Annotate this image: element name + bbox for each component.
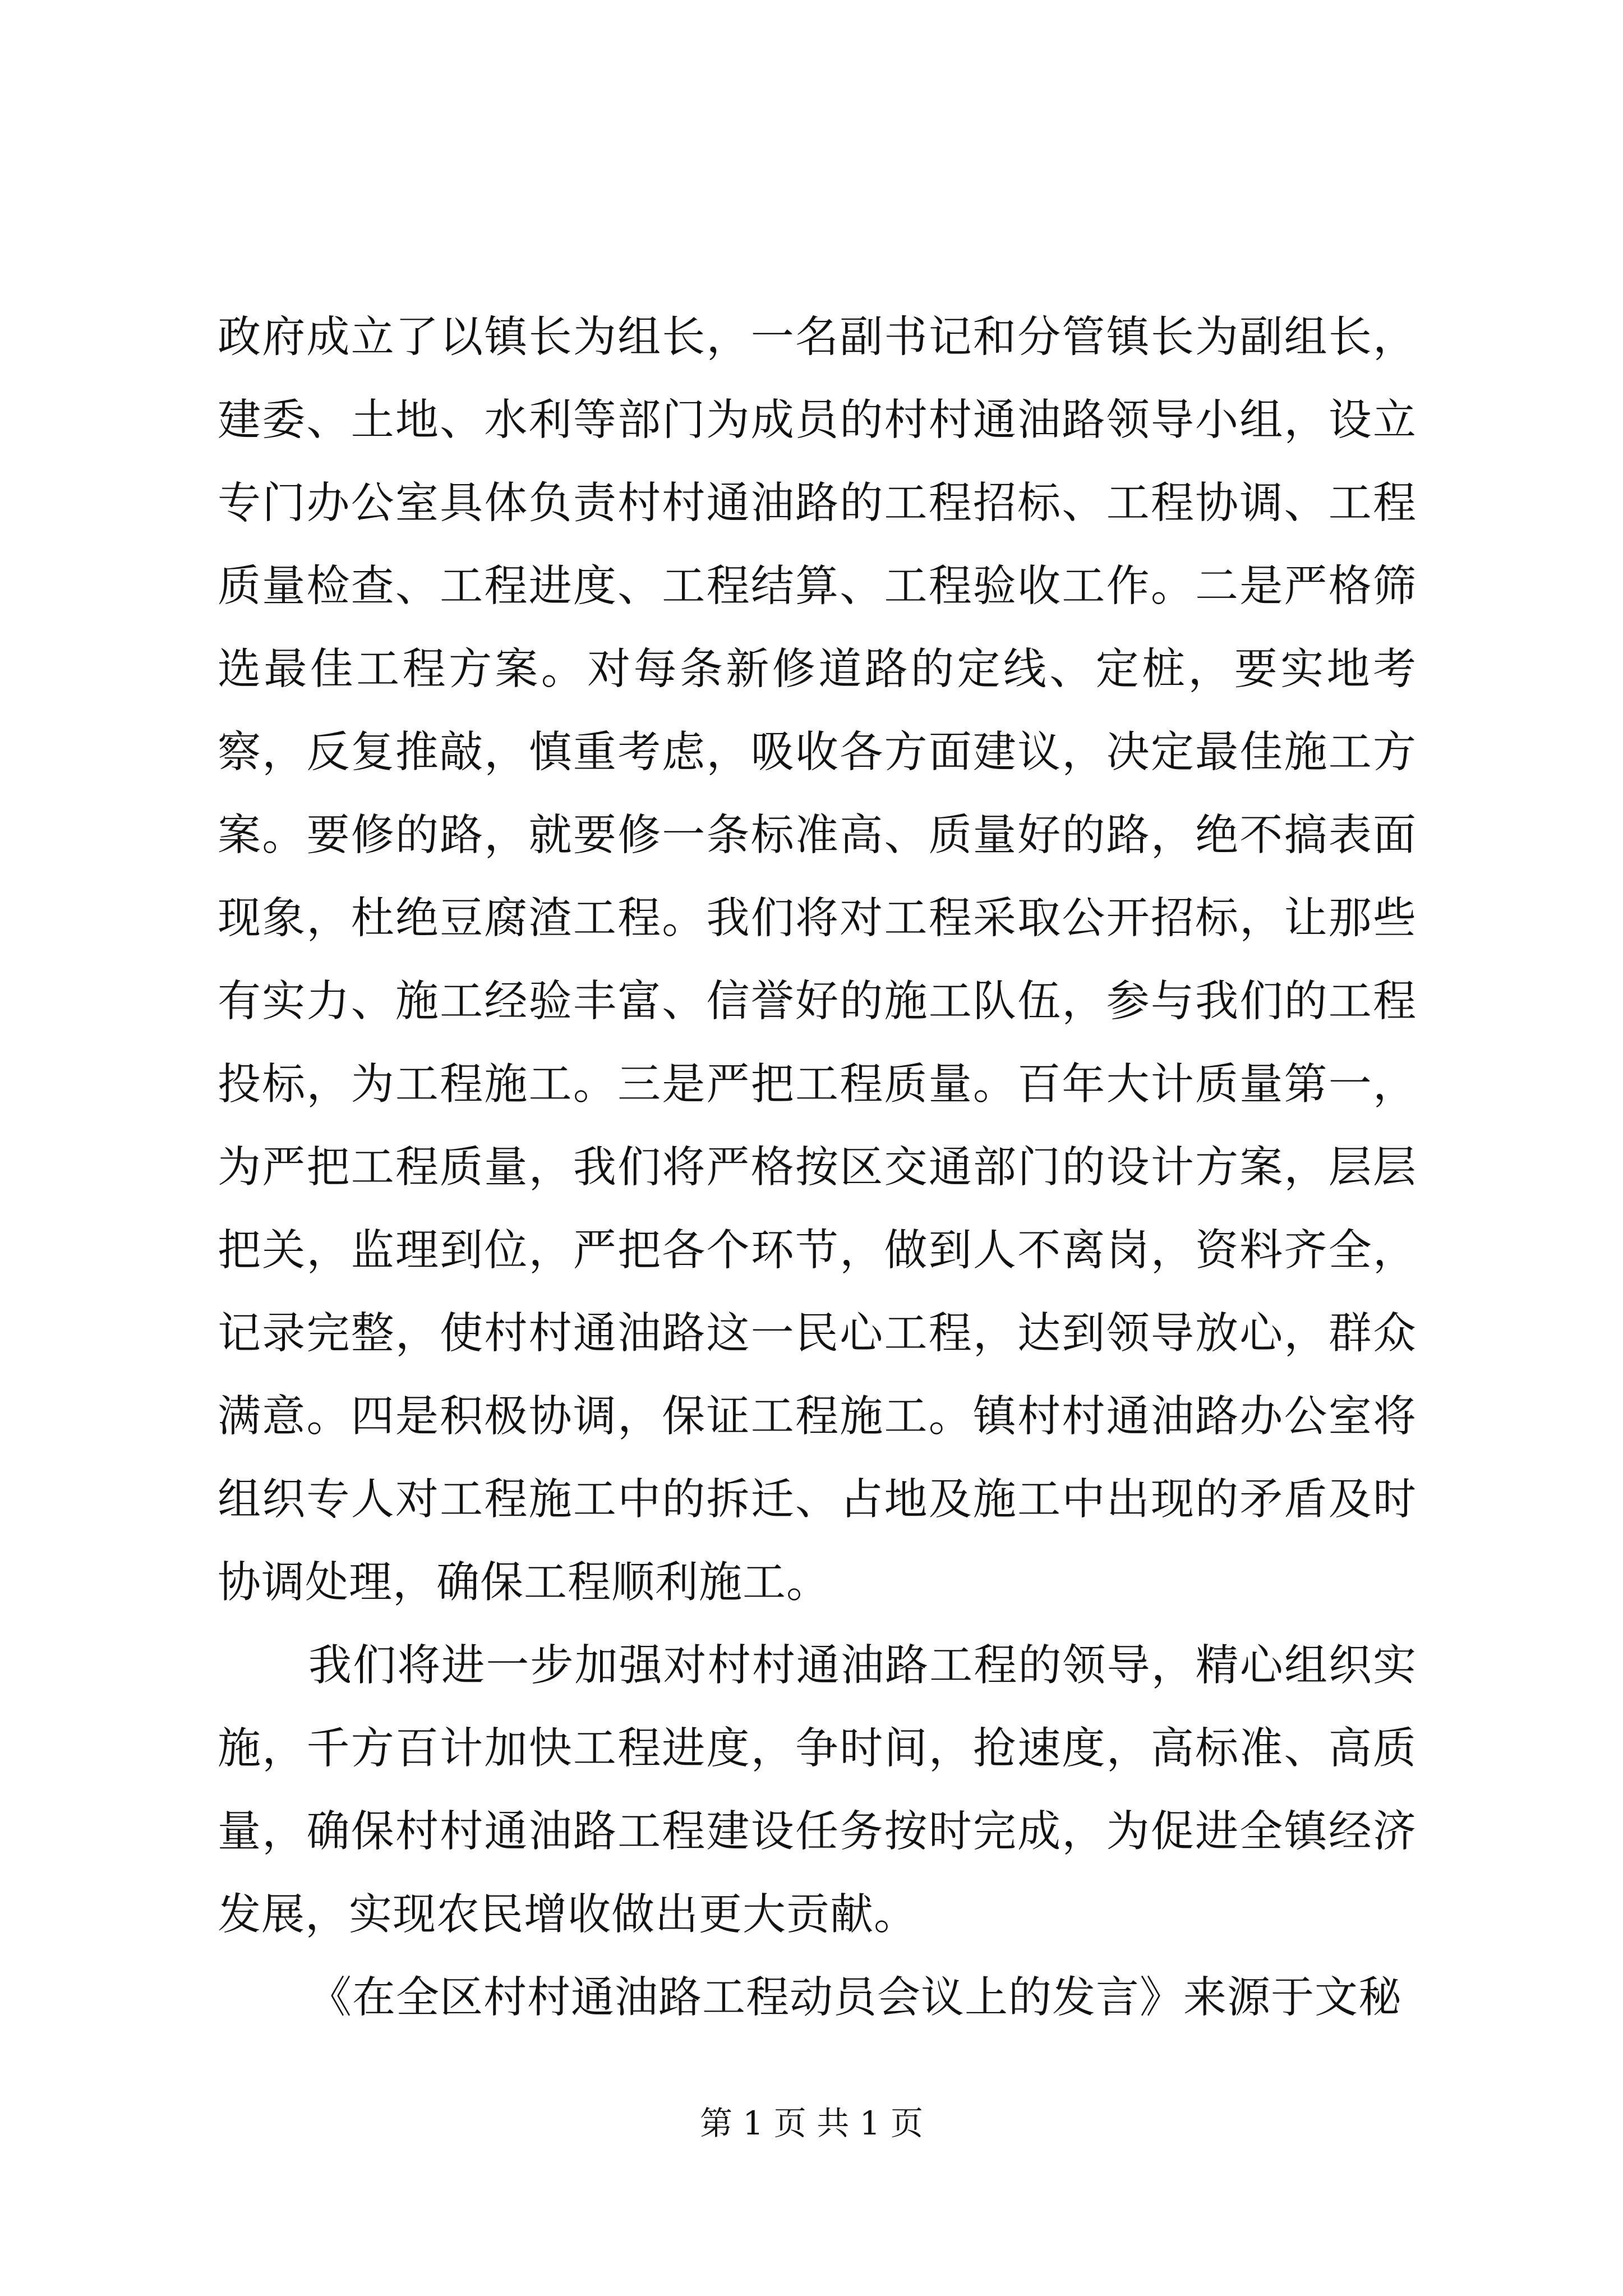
source-note-paragraph: 《在全区村村通油路工程动员会议上的发言》来源于文秘: [308, 1973, 1402, 2023]
document-body: [218, 296, 1417, 2040]
body-paragraph-2: 我们将进一步加强对村村通油路工程的领导，精心组织实施，千方百计加快工程进度，争时间，抢速度，高标准、高质量，确保村村通油路工程建设任务按时完成，为促进全镇经济发展，实现农民增收做出更大贡献。: [218, 1641, 1417, 1940]
page-footer: 第 1 页 共 1 页: [700, 2104, 923, 2142]
body-paragraph-1: 政府成立了以镇长为组长，一名副书记和分管镇长为副组长，建委、土地、水利等部门为成员的村村通油路领导小组，设立专门办公室具体负责村村通油路的工程招标、工程协调、工程质量检查、工程进度、工程结算、工程验收工作。二是严格筛选最佳工程方案。对每条新修道路的定线、定桩，要实地考察，反复推敲，慎重考虑，吸收各方面建议，决定最佳施工方案。要修的路，就要修一条标准高、质量好的路，绝不搞表面现象，杜绝豆腐渣工程。我们将对工程采取公开招标，让那些有实力、施工经验丰富、信誉好的施工队伍，参与我们的工程投标，为工程施工。三是严把工程质量。百年大计质量第一，为严把工程质量，我们将严格按区交通部门的设计方案，层层把关，监理到位，严把各个环节，做到人不离岗，资料齐全，记录完整，使村村通油路这一民心工程，达到领导放心，群众满意。四是积极协调，保证工程施工。镇村村通油路办公室将组织专人对工程施工中的拆迁、占地及施工中出现的矛盾及时协调处理，确保工程顺利施工。: [218, 312, 1417, 1608]
